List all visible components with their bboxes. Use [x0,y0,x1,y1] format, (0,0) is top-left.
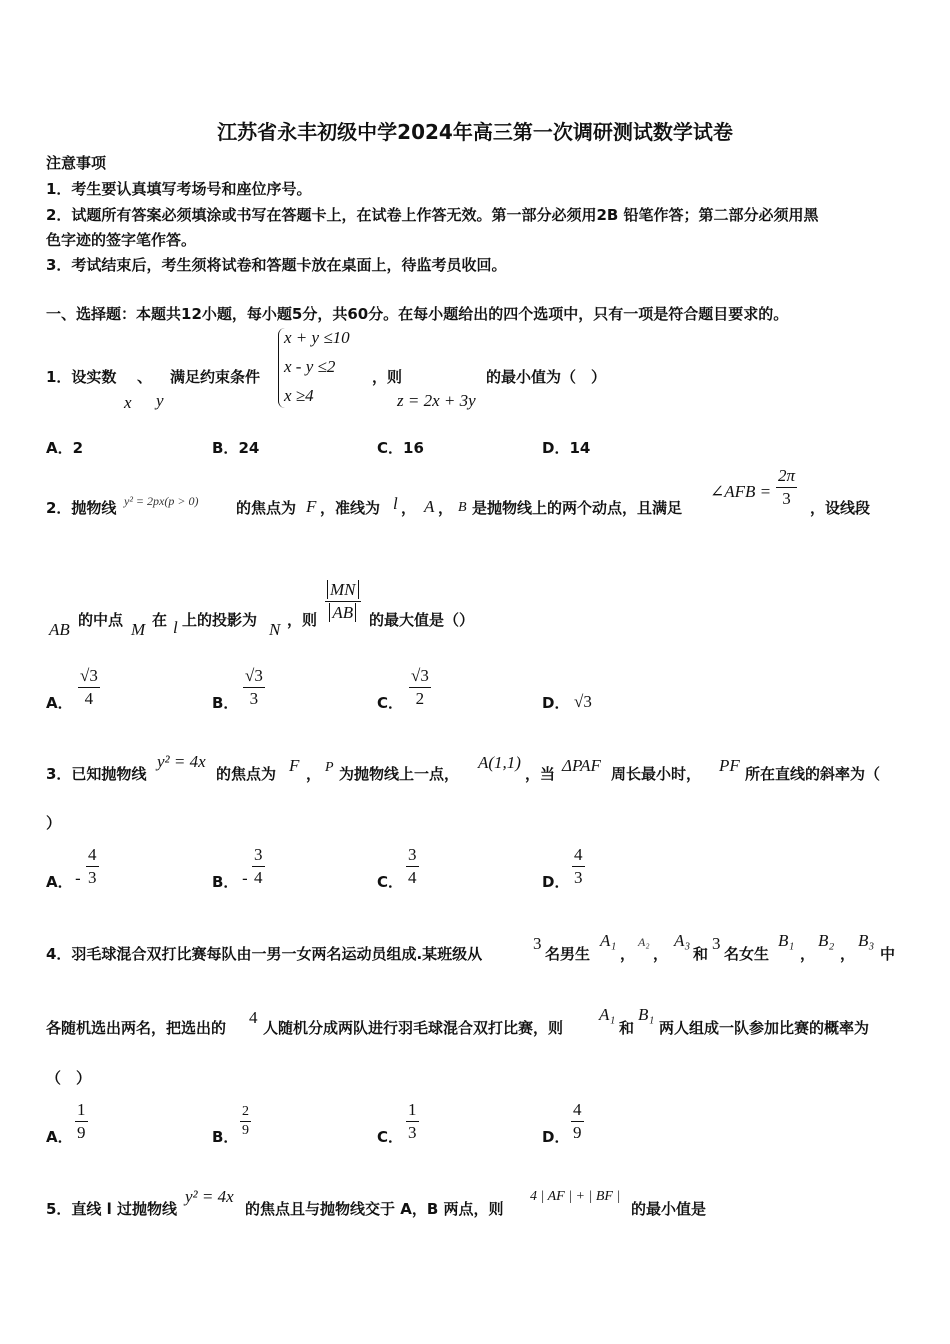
q1-text: 的最小值为（ ） [486,368,607,386]
q4-option-c-label[interactable]: C． [377,1128,404,1146]
q2-text: 的中点 [78,611,124,629]
q2-var-l: l [173,618,178,637]
notice-item: 2．试题所有答案必须填涂或书写在答题卡上，在试卷上作答无效。第一部分必须用2B 铅笔作答；第二部分必须用黑 [46,206,819,224]
notice-heading: 注意事项 [46,154,107,172]
q3-text: 所在直线的斜率为（ [745,765,881,783]
q3-option-c-label[interactable]: C． [377,873,404,891]
q4-number: 3 [533,934,542,953]
q3-option-b-fraction[interactable]: 3 4 [254,845,263,887]
q3-text: ，当 [525,765,556,783]
q2-text: 是抛物线上的两个动点，且满足 [472,499,683,517]
q5-text: 5．直线 l 过抛物线 [46,1200,178,1218]
q4-text: 各随机选出两名，把选出的 [46,1019,227,1037]
q1-option-c[interactable]: C．16 [377,439,424,457]
q4-text: （ ） [46,1069,92,1087]
q5-expression: 4 | AF | + | BF | [530,1189,621,1204]
q4-var-A1: A₁ [599,1005,616,1024]
q2-var-l: l [393,494,398,513]
q2-option-b-label[interactable]: B． [212,694,239,712]
q4-option-b-fraction[interactable]: 2 9 [242,1104,249,1138]
q4-number: 3 [712,934,721,953]
q3-parabola: y² = 4x [157,752,206,771]
q4-text: ， [800,945,816,963]
q2-var-B: B [458,500,467,515]
q4-text: 中 [880,945,896,963]
q2-option-c-label[interactable]: C． [377,694,404,712]
q2-text: 2．抛物线 [46,499,117,517]
q1-text: 满足约束条件 [170,368,261,386]
q5-text: 的焦点且与抛物线交于 A，B 两点，则 [245,1200,504,1218]
q4-number: 4 [249,1008,258,1027]
q3-option-b-label[interactable]: B． [212,873,239,891]
q5-text: 的最小值是 [631,1200,707,1218]
q4-option-a-label[interactable]: A． [46,1128,73,1146]
q4-text: 4．羽毛球混合双打比赛每队由一男一女两名运动员组成.某班级从 [46,945,483,963]
q4-text: 和 [693,945,709,963]
q1-constraint: x - y ≤2 [284,357,336,376]
q2-angle: ∠AFB = [710,482,772,501]
q4-option-a-fraction[interactable]: 1 9 [77,1100,86,1142]
q2-text: 上的投影为 [182,611,258,629]
q3-var-PF: PF [719,756,740,775]
q5-parabola: y² = 4x [185,1187,234,1206]
q2-text: ，准线为 [320,499,381,517]
q4-var-A2: A₂ [638,935,650,949]
q2-option-d-label[interactable]: D． [542,694,570,712]
q3-option-a-label[interactable]: A． [46,873,73,891]
q3-point-A: A(1,1) [478,753,521,772]
notice-item: 3．考试结束后，考生须将试卷和答题卡放在桌面上，待监考员收回。 [46,256,507,274]
q3-var-P: P [325,760,334,775]
q1-constraint: x + y ≤10 [284,328,350,347]
q2-text: ， [401,499,417,517]
q3-option-b-sign: - [242,869,248,889]
q4-var-B1: B₁ [638,1005,655,1024]
q2-angle-fraction: 2π 3 [778,466,796,508]
q2-option-a-label[interactable]: A． [46,694,73,712]
q4-option-b-label[interactable]: B． [212,1128,239,1146]
q2-text: ，则 [287,611,318,629]
q4-text: ， [840,945,856,963]
q2-option-d-value[interactable]: √3 [574,692,592,711]
q4-var-B1: B₁ [778,931,795,950]
q3-triangle: ΔPAF [562,756,601,775]
q1-option-b[interactable]: B．24 [212,439,260,457]
q3-text: 的焦点为 [216,765,277,783]
q2-text: ， [438,499,454,517]
notice-item: 色字迹的签字笔作答。 [46,231,197,249]
q2-var-N: N [269,620,281,639]
q1-option-d[interactable]: D．14 [542,439,591,457]
q2-var-A: A [424,497,435,516]
q1-text: 、 [137,368,153,386]
q1-option-a[interactable]: A．2 [46,439,84,457]
q2-var-AB: AB [49,620,70,639]
q2-option-a-fraction[interactable]: √3 4 [80,666,98,708]
q3-option-d-label[interactable]: D． [542,873,570,891]
q4-text: 和 [619,1019,635,1037]
q1-var-x: x [124,393,132,412]
q2-text: 的最大值是（） [369,611,475,629]
q1-objective: z = 2x + 3y [397,391,476,410]
q2-text: 在 [152,611,168,629]
page-title: 江苏省永丰初级中学2024年高三第一次调研测试数学试卷 [217,120,733,144]
q4-text: 两人组成一队参加比赛的概率为 [659,1019,870,1037]
q3-text: ） [46,814,62,832]
q1-text: ，则 [372,368,403,386]
q1-var-y: y [156,391,164,410]
q2-option-b-fraction[interactable]: √3 3 [245,666,263,708]
q3-text: ， [306,765,322,783]
q3-text: 为抛物线上一点， [339,765,460,783]
q1-constraint: x ≥4 [284,386,314,405]
q4-text: 名女生 [724,945,770,963]
q3-option-c-fraction[interactable]: 3 4 [408,845,417,887]
section-header: 一、选择题：本题共12小题，每小题5分，共60分。在每小题给出的四个选项中，只有一项是符合题目要求的。 [46,305,789,323]
q3-text: 3．已知抛物线 [46,765,147,783]
q4-var-B2: B₂ [818,931,835,950]
q2-var-F: F [306,497,317,516]
q4-var-A3: A₃ [674,931,691,950]
q3-var-F: F [289,756,300,775]
q4-var-A1: A₁ [600,931,617,950]
q4-var-B3: B₃ [858,931,875,950]
q4-text: 人随机分成两队进行羽毛球混合双打比赛，则 [263,1019,564,1037]
q4-text: 名男生 [545,945,591,963]
q4-option-d-label[interactable]: D． [542,1128,570,1146]
q1-text: 1．设实数 [46,368,117,386]
q4-text: ， [620,945,636,963]
q4-text: ， [653,945,669,963]
q2-text: ，设线段 [810,499,871,517]
q2-text: 的焦点为 [236,499,297,517]
q3-option-a-fraction[interactable]: 4 3 [88,845,97,887]
q2-parabola: y² = 2px(p > 0) [124,494,199,508]
q4-option-c-fraction[interactable]: 1 3 [408,1100,417,1142]
q2-ratio-fraction: MN AB [325,580,361,623]
q2-option-c-fraction[interactable]: √3 2 [411,666,429,708]
q3-option-a-sign: - [75,869,81,889]
q3-option-d-fraction[interactable]: 4 3 [574,845,583,887]
q4-option-d-fraction[interactable]: 4 9 [573,1100,582,1142]
q3-text: 周长最小时， [611,765,702,783]
q2-var-M: M [131,620,146,639]
notice-item: 1．考生要认真填写考场号和座位序号。 [46,180,312,198]
